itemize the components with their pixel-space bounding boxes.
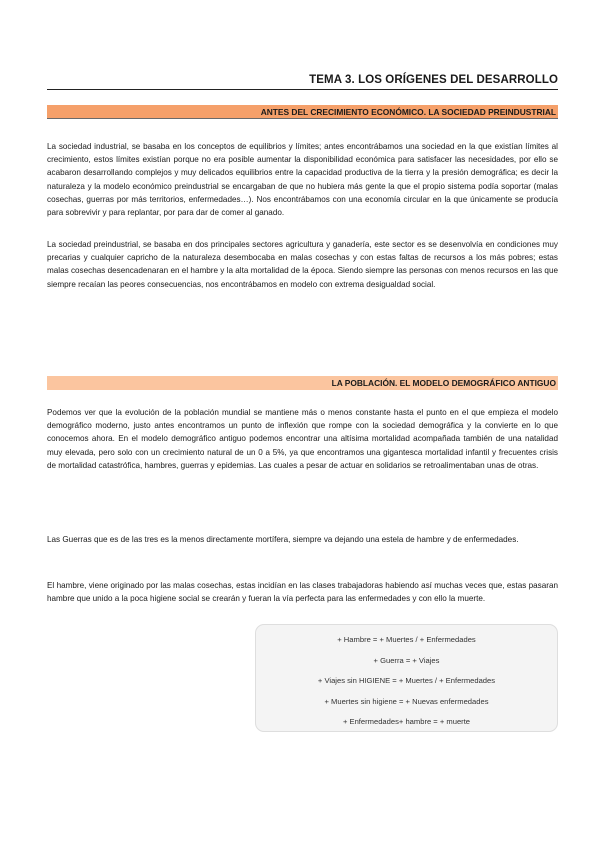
summary-box xyxy=(255,624,558,732)
paragraph-industrial-society: La sociedad industrial, se basaba en los conceptos de equilibrios y límites; antes encontrábamos una sociedad en la que existían límites al crecimiento, estos límites existían porque no era posible aumentar la disponibilidad económica para satisfacer las necesidades, por ello se acabaron desarrollando complejos y muy delicados equilibrios entre la capacidad productiva de la tierra y la presión demográfica; es decir la naturaleza y la modelo económico preindustrial se encargaban de que no hubiera más gente la que el propio sistema podía soportar (malas cosechas, guerras por más territorios, enfermedades…). Nos encontrábamos con una economía circular en la que únicamente se producía para sobrevivir y para replantar, por para dar de comer al ganado. xyxy=(47,142,558,218)
summary-line: + Guerra = + Viajes xyxy=(373,655,440,665)
paragraph-preindustrial-society: La sociedad preindustrial, se basaba en dos principales sectores agricultura y ganadería, este sector es se desenvolvía en condiciones muy precarias y cualquier capricho de la naturaleza desembocaba en malas cosechas y con estas faltas de recursos a los más pobres; estas malas cosechas desencadenaran en el hambre y la alta mortalidad de la época. Siendo siempre las personas con menos recursos en las que siempre recaían las peores consecuencias, nos encontrábamos en modelo con extrema desigualdad social. xyxy=(47,240,558,289)
summary-line: + Viajes sin HIGIENE = + Muertes / + Enfermedades xyxy=(317,676,496,685)
paragraph-population-evolution: Podemos ver que la evolución de la población mundial se mantiene más o menos constante hasta el punto en el que empieza el modelo demográfico moderno, justo antes encontramos un punto de inflexión que rompe con la sociedad demográfica y la convierte en lo que conocemos ahora. En el modelo demográfico antiguo podemos encontrar una altísima mortalidad acompañada también de una natalidad muy elevada, pero solo con un crecimiento natural de un 0 a 5%, ya que encontramos una gigantesca mortalidad infantil y frecuentes crisis de mortalidad catastrófica, hambres, guerras y epidemias. Las cuales a pesar de actuar en solidarios se retroalimentaban unas de otras. xyxy=(47,408,558,470)
title-rule xyxy=(47,70,558,90)
page-title: TEMA 3. LOS ORÍGENES DEL DESARROLLO xyxy=(309,74,558,86)
paragraph-hunger: El hambre, viene originado por las malas cosechas, estas incidían en las clases trabajadoras habiendo así muchas veces que, estas pasaran hambre que unido a la poca higiene social se crearán y fueran la vía perfecta para las enfermedades y con ello la muerte. xyxy=(47,581,558,604)
section-heading-demographic-model: LA POBLACIÓN. EL MODELO DEMOGRÁFICO ANTIGUO xyxy=(47,376,558,390)
paragraph-wars: Las Guerras que es de las tres es la menos directamente mortífera, siempre va dejando una estela de hambre y de enfermedades. xyxy=(47,535,519,544)
summary-line: + Enfermedades+ hambre = + muerte xyxy=(342,717,471,726)
summary-line: + Hambre = + Muertes / + Enfermedades xyxy=(337,635,476,644)
section-heading-preindustrial: ANTES DEL CRECIMIENTO ECONÓMICO. LA SOCIEDAD PREINDUSTRIAL xyxy=(47,105,558,119)
summary-line: + Muertes sin higiene = + Nuevas enfermedades xyxy=(324,696,489,706)
